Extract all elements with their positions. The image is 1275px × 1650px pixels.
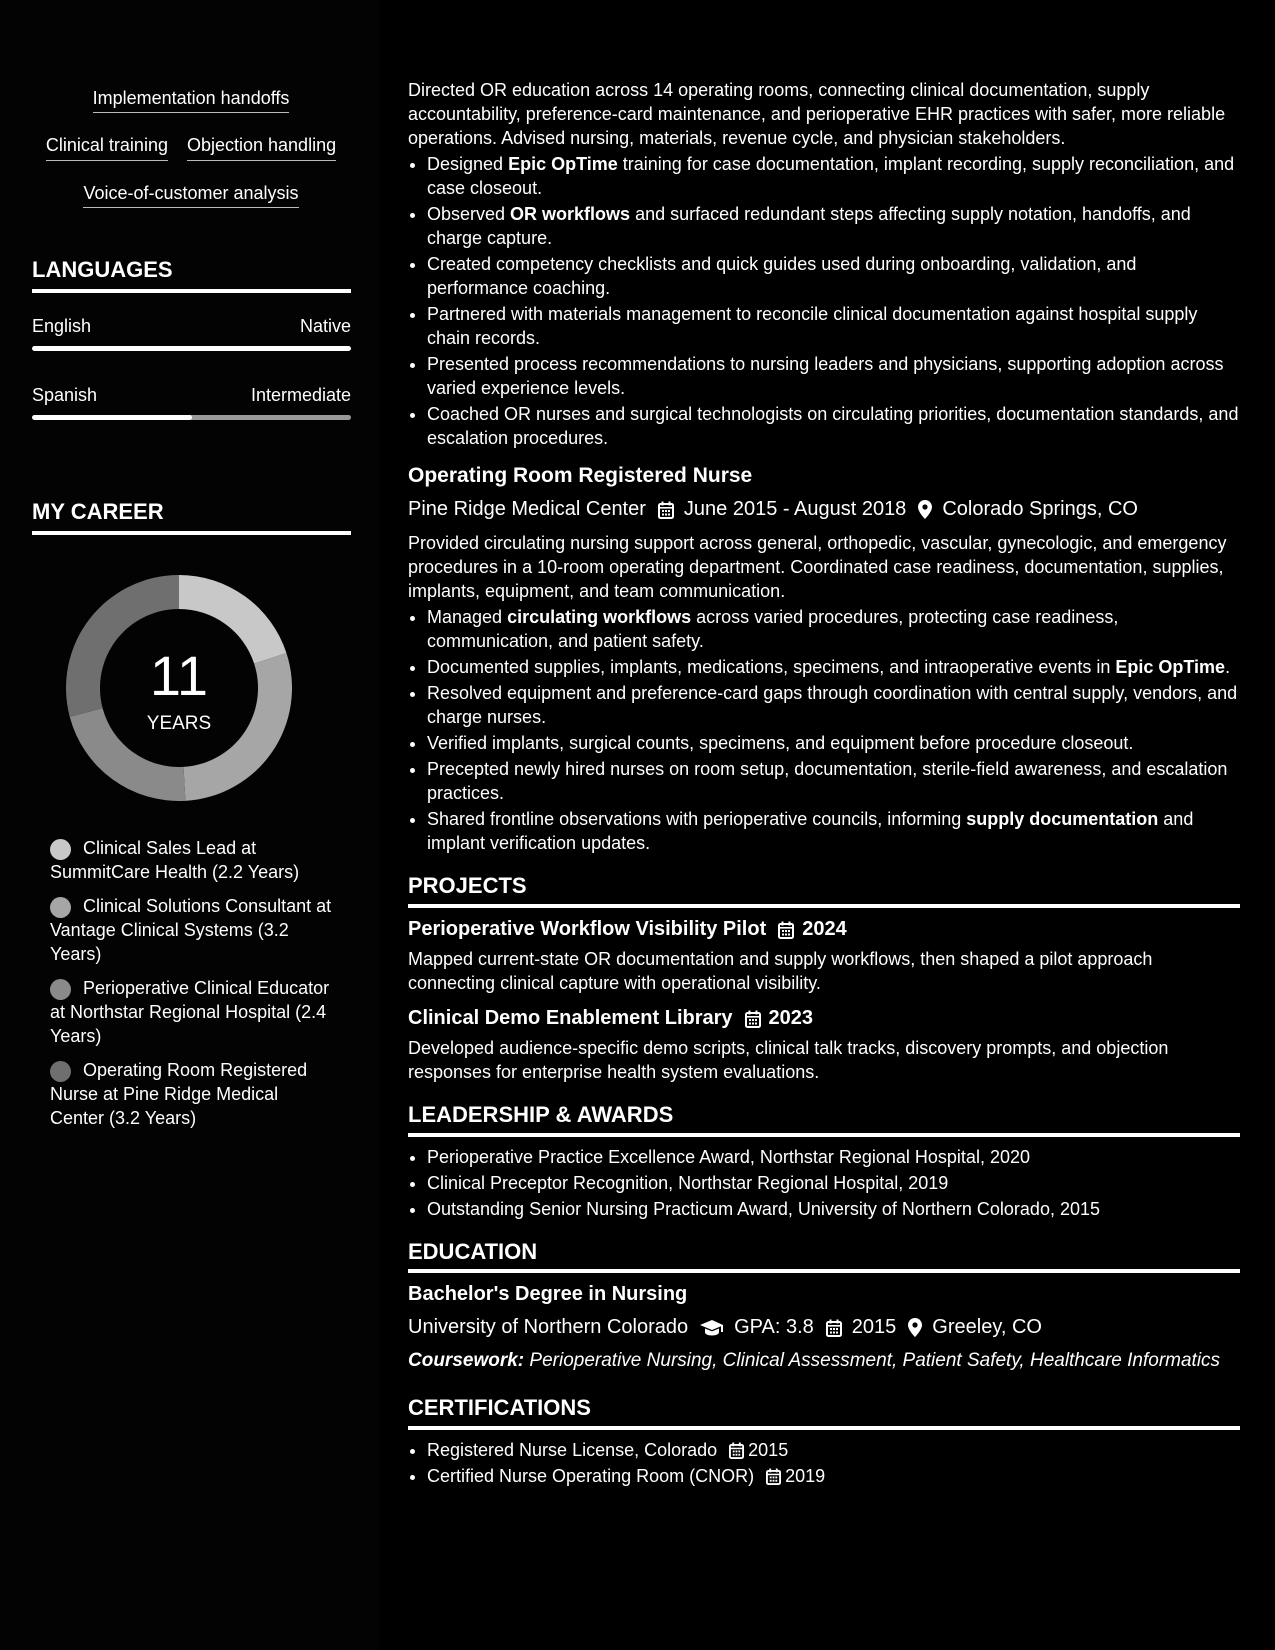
language-name: Spanish — [32, 385, 98, 405]
certification-year: 2019 — [785, 1466, 826, 1487]
job-bullet: • Verified implants, surgical counts, specimens, and equipment before procedure closeout. — [427, 731, 1240, 755]
project-description: Developed audience-specific demo scripts, clinical talk tracks, discovery prompts, and objection responses for enterprise health system evaluations. — [408, 1038, 1169, 1083]
location-pin-icon — [908, 1318, 922, 1337]
job-bullet: • Resolved equipment and preference-card gaps through coordination with central supply, vendors, and charge nurses. — [427, 681, 1240, 729]
calendar-icon — [826, 1319, 842, 1337]
awards-heading: LEADERSHIP & AWARDS — [408, 1100, 1240, 1137]
career-total-years: 11 — [149, 644, 209, 707]
language-proficiency-bar — [32, 346, 351, 351]
skill-tag: Objection handling — [187, 133, 336, 160]
award-item: • Clinical Preceptor Recognition, Northstar Regional Hospital, 2019 — [427, 1171, 1240, 1195]
job-bullet: • Documented supplies, implants, medications, specimens, and intraoperative events in Epic OpTime. — [427, 655, 1240, 679]
certification-year: 2015 — [748, 1440, 789, 1461]
degree-title: Bachelor's Degree in Nursing — [408, 1283, 688, 1306]
job-summary: Provided circulating nursing support across general, orthopedic, vascular, gynecologic, and emergency procedures in a 10-room operating department. Coordinated case readiness, documentation, supplies, implants, equipment, and team communication. — [408, 533, 1227, 602]
job-bullet: • Managed circulating workflows across varied procedures, protecting case readiness, communication, and patient safety. — [427, 605, 1240, 653]
job-bullet: • Observed OR workflows and surfaced redundant steps affecting supply notation, handoffs, and charge capture. — [427, 202, 1240, 250]
coursework: Coursework: Perioperative Nursing, Clinical Assessment, Patient Safety, Healthcare Informatics — [408, 1350, 1221, 1372]
skill-row — [32, 181, 350, 208]
job-summary: Directed OR education across 14 operating rooms, connecting clinical documentation, supply accountability, preference-card maintenance, and perioperative EHR practices with safer, more reliable operations. Advised nursing, materials, revenue cycle, and physician stakeholders. — [408, 80, 1226, 148]
project-year: 2024 — [802, 918, 847, 941]
job-location: Colorado Springs, CO — [942, 498, 1138, 521]
certifications-heading: CERTIFICATIONS — [408, 1393, 1240, 1430]
awards-list — [408, 1145, 1240, 1221]
calendar-icon — [766, 1468, 781, 1485]
job-bullets — [408, 152, 1240, 450]
job-dates: June 2015 - August 2018 — [683, 498, 907, 521]
location-pin-icon — [918, 500, 932, 519]
project-title: Perioperative Workflow Visibility Pilot 2024 — [408, 916, 1240, 943]
career-legend-item: Operating Room Registered Nurse at Pine Ridge Medical Center (3.2 Years) — [50, 1060, 308, 1128]
legend-dot-icon — [50, 897, 71, 918]
legend-dot-icon — [50, 839, 71, 860]
career-legend-item: Perioperative Clinical Educator at Northstar Regional Hospital (2.4 Years) — [50, 978, 330, 1046]
job-bullet: • Designed Epic OpTime training for case documentation, implant recording, supply reconciliation, and case closeout. — [427, 152, 1240, 200]
job-bullet: • Presented process recommendations to nursing leaders and physicians, supporting adoption across varied experience levels. — [427, 352, 1240, 400]
certification-item: • Certified Nurse Operating Room (CNOR) 2019 — [427, 1464, 1240, 1488]
sidebar — [0, 0, 380, 1650]
job-bullet: • Coached OR nurses and surgical technologists on circulating priorities, documentation standards, and escalation procedures. — [427, 402, 1240, 450]
skill-tag: Clinical training — [46, 133, 168, 160]
legend-dot-icon — [50, 979, 71, 1000]
gpa: GPA: 3.8 — [734, 1316, 814, 1339]
job-bullet: • Created competency checklists and quick guides used during onboarding, validation, and performance coaching. — [427, 252, 1240, 300]
project-title: Clinical Demo Enablement Library 2023 — [408, 1005, 1240, 1032]
skill-row — [32, 86, 350, 113]
job-bullet: • Precepted newly hired nurses on room setup, documentation, sterile-field awareness, and escalation practices. — [427, 757, 1240, 805]
award-item: • Perioperative Practice Excellence Award, Northstar Regional Hospital, 2020 — [427, 1145, 1240, 1169]
calendar-icon — [658, 501, 674, 519]
language-spanish — [32, 383, 351, 420]
award-item: • Outstanding Senior Nursing Practicum Award, University of Northern Colorado, 2015 — [427, 1197, 1240, 1221]
certifications-list — [408, 1438, 1240, 1488]
career-years-label: YEARS — [146, 713, 212, 734]
employer: Pine Ridge Medical Center — [408, 498, 646, 521]
job-bullets — [408, 605, 1240, 855]
certification-item: • Registered Nurse License, Colorado 2015 — [427, 1438, 1240, 1462]
career-legend-item: Clinical Solutions Consultant at Vantage Clinical Systems (3.2 Years) — [50, 896, 332, 964]
skill-tag: Voice-of-customer analysis — [83, 181, 298, 208]
language-proficiency-bar — [32, 415, 351, 420]
projects-heading: PROJECTS — [408, 871, 1240, 908]
language-level: Native — [299, 316, 351, 336]
main-content — [408, 78, 1240, 1490]
education-meta — [408, 1314, 1240, 1341]
school-location: Greeley, CO — [932, 1316, 1042, 1339]
skill-row — [32, 133, 350, 160]
language-level: Intermediate — [250, 385, 351, 405]
language-name: English — [32, 316, 92, 336]
job-title: Operating Room Registered Nurse — [408, 464, 753, 487]
calendar-icon — [778, 921, 794, 939]
language-english — [32, 314, 351, 351]
job-bullet: • Shared frontline observations with perioperative councils, informing supply documentation and implant verification updates. — [427, 807, 1240, 855]
calendar-icon — [729, 1442, 744, 1459]
calendar-icon — [745, 1010, 761, 1028]
career-legend — [50, 836, 335, 1140]
job-bullet: • Partnered with materials management to reconcile clinical documentation against hospital supply chain records. — [427, 302, 1240, 350]
graduation-cap-icon — [700, 1319, 724, 1337]
skills-tags — [32, 86, 350, 228]
legend-dot-icon — [50, 1061, 71, 1082]
career-donut-chart — [66, 575, 292, 801]
languages-heading: LANGUAGES — [32, 255, 351, 293]
career-legend-item: Clinical Sales Lead at SummitCare Health (2.2 Years) — [50, 838, 300, 882]
education-heading: EDUCATION — [408, 1237, 1240, 1274]
project-description: Mapped current-state OR documentation and supply workflows, then shaped a pilot approach connecting clinical capture with operational visibility. — [408, 949, 1153, 994]
skill-tag: Implementation handoffs — [93, 86, 290, 113]
job-meta — [408, 496, 1240, 523]
career-heading: MY CAREER — [32, 497, 351, 535]
graduation-year: 2015 — [851, 1316, 897, 1339]
project-year: 2023 — [768, 1007, 814, 1030]
school-name: University of Northern Colorado — [408, 1316, 689, 1339]
